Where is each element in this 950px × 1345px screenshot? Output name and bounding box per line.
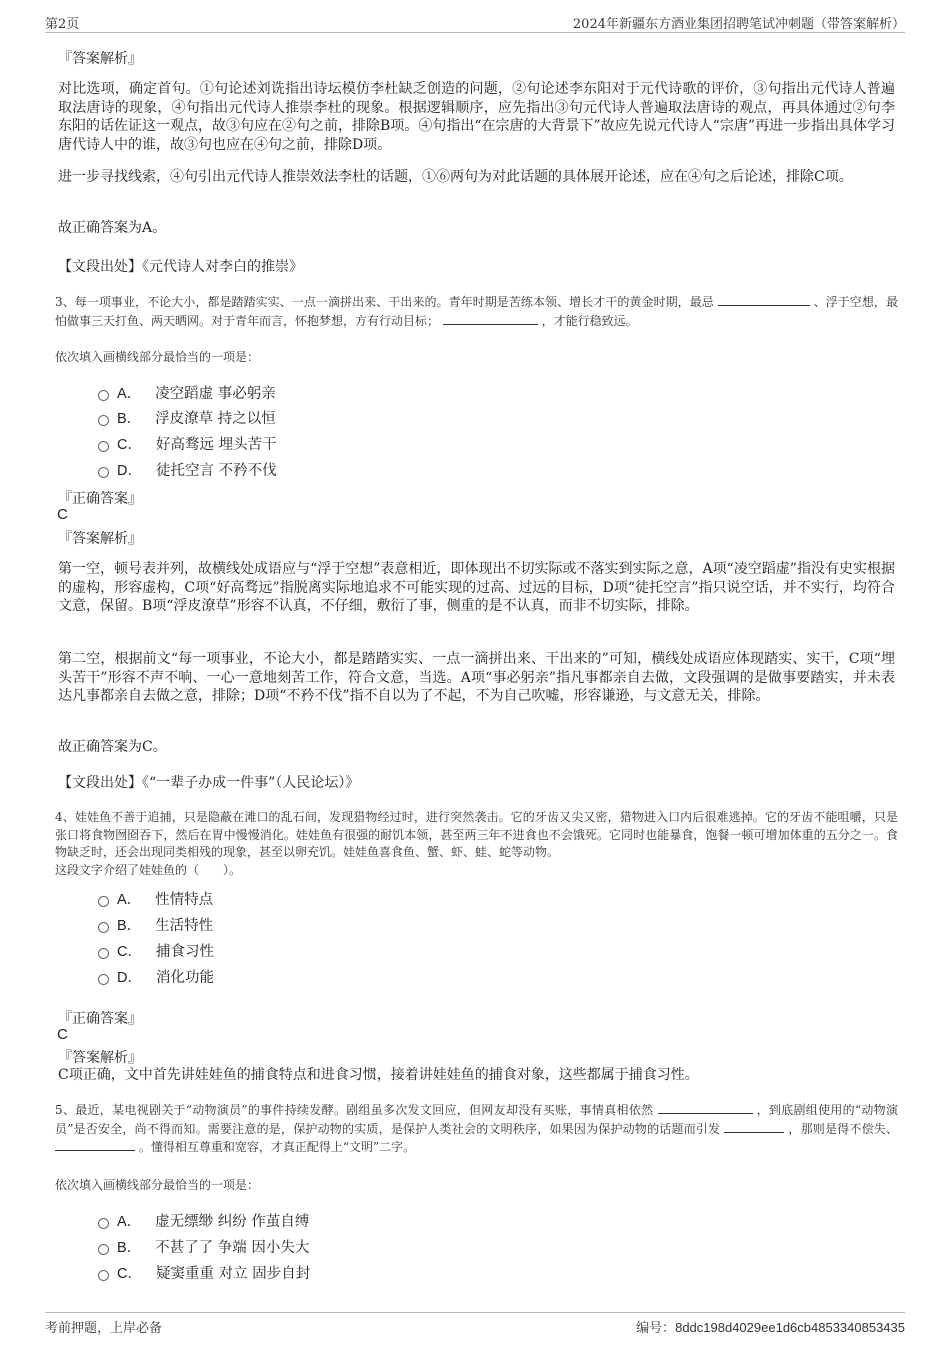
document-title: 2024年新疆东方酒业集团招聘笔试冲刺题（带答案解析） bbox=[572, 17, 905, 32]
option-text: 徒托空言 不矜不伐 bbox=[155, 463, 277, 479]
option-letter: D． bbox=[117, 970, 142, 986]
option-letter: C． bbox=[117, 437, 142, 453]
q5-option-b[interactable] bbox=[98, 1236, 309, 1256]
option-text: 生活特性 bbox=[155, 918, 214, 934]
radio-icon[interactable] bbox=[98, 896, 109, 907]
option-letter: C． bbox=[117, 1266, 142, 1282]
option-text: 凌空蹈虚 事必躬亲 bbox=[155, 386, 276, 402]
q5-stem-part-c: ，那则是得不偿失、 bbox=[788, 1121, 898, 1136]
q5-stem-part-b: ，到底剧组使用的“动物演员”是否安全，尚不得而知。需要注意的是，保护动物的实质，是保护人类社会的文明秩序，如果因为保护动物的话题而引发 bbox=[55, 1103, 898, 1136]
q3-correct-label: 『正确答案』 bbox=[58, 491, 142, 507]
option-text: 捕食习性 bbox=[155, 944, 214, 960]
document-id bbox=[636, 1317, 905, 1336]
q3-option-c[interactable] bbox=[98, 433, 277, 453]
option-letter: A． bbox=[117, 892, 142, 908]
q3-option-b[interactable] bbox=[98, 407, 276, 427]
q5-stem-part-a: 5、最近，某电视剧关于“动物演员”的事件持续发酵。剧组虽多次发文回应，但网友却没有买账，事情真相依然 bbox=[55, 1103, 654, 1117]
radio-icon[interactable] bbox=[98, 390, 109, 401]
option-letter: A． bbox=[117, 386, 142, 402]
q3-analysis-p1: 第一空，顿号表并列，故横线处成语应与“浮于空想”表意相近，即体现出不切实际或不落实到实际之意，A项“凌空蹈虚”指没有史实根据的虚构，形容虚构，C项“好高骛远”指脱离实际地追求不可能实现的过高、过远的目标，D项“徒托空言”指只说空话，并不实行，均符合文意，保留。B项“浮皮潦草”形容不认真，不仔细，敷衍了事，侧重的是不认真，而非不切实际，排除。 bbox=[58, 561, 895, 614]
q3-correct-answer: C bbox=[57, 506, 68, 523]
option-text: 好高骛远 埋头苦干 bbox=[155, 437, 277, 453]
option-letter: C． bbox=[117, 944, 142, 960]
q4-option-a[interactable] bbox=[98, 888, 213, 908]
footer-slogan: 考前押题，上岸必备 bbox=[45, 1321, 163, 1336]
q3-blank-1 bbox=[718, 293, 810, 306]
q2-source: 【文段出处】《元代诗人对李白的推崇》 bbox=[58, 259, 303, 275]
option-text: 消化功能 bbox=[155, 970, 214, 986]
option-letter: B． bbox=[117, 1240, 142, 1256]
radio-icon[interactable] bbox=[98, 1270, 109, 1281]
q5-blank-2 bbox=[724, 1120, 784, 1133]
q5-option-a[interactable] bbox=[98, 1210, 309, 1230]
q5-option-c[interactable] bbox=[98, 1262, 310, 1282]
radio-icon[interactable] bbox=[98, 948, 109, 959]
q3-analysis-p3: 故正确答案为C。 bbox=[58, 739, 167, 755]
q5-instruction: 依次填入画横线部分最恰当的一项是： bbox=[55, 1178, 260, 1192]
option-letter: B． bbox=[117, 918, 142, 934]
option-letter: A． bbox=[117, 1214, 142, 1230]
q4-analysis-label: 『答案解析』 bbox=[58, 1050, 142, 1066]
q5-blank-3 bbox=[55, 1138, 135, 1151]
page-footer bbox=[45, 1312, 905, 1337]
option-text: 性情特点 bbox=[155, 892, 214, 908]
q2-analysis-p3: 故正确答案为A。 bbox=[58, 220, 167, 236]
option-text: 不甚了了 争端 因小失大 bbox=[155, 1240, 310, 1256]
q4-stem-text: 4、娃娃鱼不善于追捕，只是隐蔽在滩口的乱石间，发现猎物经过时，进行突然袭击。它的牙齿又尖又密，猎物进入口内后很难逃掉。它的牙齿不能咀嚼，只是张口将食物囫囵吞下，然后在胃中慢慢消化。娃娃鱼有很强的耐饥本领，甚至两三年不进食也不会饿死。它同时也能暴食，饱餐一顿可增加体重的五分之一。食物缺乏时，还会出现同类相残的现象，甚至以卵充饥。娃娃鱼喜食鱼、蟹、虾、蛙、蛇等动物。 bbox=[55, 810, 898, 859]
q3-stem-part-c: ，才能行稳致远。 bbox=[541, 313, 638, 328]
option-letter: D． bbox=[117, 463, 142, 479]
radio-icon[interactable] bbox=[98, 415, 109, 426]
q5-stem-part-d: 。懂得相互尊重和宽容，才真正配得上“文明”二字。 bbox=[138, 1140, 416, 1154]
q5-blank-1 bbox=[658, 1101, 753, 1114]
q2-analysis-p1: 对比选项，确定首句。①句论述刘诜指出诗坛模仿李杜缺乏创造的问题，②句论述李东阳对于元代诗歌的评价，③句指出元代诗人普遍取法唐诗的现象，④句指出元代诗人推崇李杜的现象。根据逻辑顺序，应先指出③句元代诗人普遍取法唐诗的观点，再具体通过②句李东阳的话佐证这一观点，故③句应在②句之前，排除B项。④句指出“在宗唐的大背景下”故应先说元代诗人“宗唐”再进一步指出具体学习唐代诗人中的谁，故③句也应在④句之前，排除D项。 bbox=[58, 81, 895, 153]
q4-analysis: C项正确，文中首先讲娃娃鱼的捕食特点和进食习惯，接着讲娃娃鱼的捕食对象，这些都属于捕食习性。 bbox=[58, 1067, 699, 1083]
q4-stem-question: 这段文字介绍了娃娃鱼的（ ）。 bbox=[55, 862, 242, 877]
q3-stem bbox=[55, 293, 898, 330]
radio-icon[interactable] bbox=[98, 467, 109, 478]
q3-analysis-p2: 第二空，根据前文“每一项事业，不论大小，都是踏踏实实、一点一滴拼出来、干出来的”可知，横线处成语应体现踏实、实干，C项“埋头苦干”形容不声不响、一心一意地刻苦工作，符合文意，当选。A项“事必躬亲”指凡事都亲自去做，文段强调的是做事要踏实，并未表达凡事都亲自去做之意，排除；D项“不矜不伐”指不自以为了不起，不为自己吹嘘，形容谦逊，与文意无关，排除。 bbox=[58, 651, 895, 704]
q3-option-d[interactable] bbox=[98, 459, 277, 479]
page-header bbox=[45, 10, 905, 33]
option-text: 浮皮潦草 持之以恒 bbox=[155, 411, 276, 427]
radio-icon[interactable] bbox=[98, 922, 109, 933]
q2-analysis-label: 『答案解析』 bbox=[58, 51, 142, 67]
q3-source: 【文段出处】《“一辈子办成一件事”（人民论坛）》 bbox=[58, 775, 360, 791]
q4-correct-label: 『正确答案』 bbox=[58, 1011, 142, 1027]
q3-analysis-label: 『答案解析』 bbox=[58, 531, 142, 547]
q5-stem bbox=[55, 1101, 898, 1157]
radio-icon[interactable] bbox=[98, 441, 109, 452]
q4-option-c[interactable] bbox=[98, 940, 214, 960]
option-letter: B． bbox=[117, 411, 142, 427]
option-text: 虚无缥缈 纠纷 作茧自缚 bbox=[155, 1214, 310, 1230]
q3-option-a[interactable] bbox=[98, 382, 276, 402]
radio-icon[interactable] bbox=[98, 974, 109, 985]
q3-stem-part-a: 3、每一项事业，不论大小，都是踏踏实实、一点一滴拼出来、干出来的。青年时期是苦练本领、增长才干的黄金时期，最忌 bbox=[55, 295, 714, 309]
q4-option-d[interactable] bbox=[98, 966, 214, 986]
radio-icon[interactable] bbox=[98, 1244, 109, 1255]
q3-instruction: 依次填入画横线部分最恰当的一项是： bbox=[55, 350, 260, 364]
document-id-value: 8ddc198d4029ee1d6cb4853340853435 bbox=[675, 1320, 905, 1335]
q2-analysis-p2: 进一步寻找线索，④句引出元代诗人推崇效法李杜的话题，①⑥两句为对此话题的具体展开论述，应在④句之后论述，排除C项。 bbox=[58, 169, 853, 185]
document-id-label: 编号： bbox=[636, 1321, 676, 1336]
q3-stem-part-b: 、浮于空想，最怕做事三天打鱼、两天晒网。对于青年而言，怀抱梦想，方有行动目标； bbox=[55, 295, 898, 328]
q4-correct-answer: C bbox=[57, 1026, 68, 1043]
q3-blank-2 bbox=[443, 312, 538, 325]
q4-option-b[interactable] bbox=[98, 914, 213, 934]
page-number: 第2页 bbox=[45, 17, 80, 32]
option-text: 疑窦重重 对立 固步自封 bbox=[155, 1266, 311, 1282]
q4-stem bbox=[55, 809, 898, 879]
radio-icon[interactable] bbox=[98, 1218, 109, 1229]
